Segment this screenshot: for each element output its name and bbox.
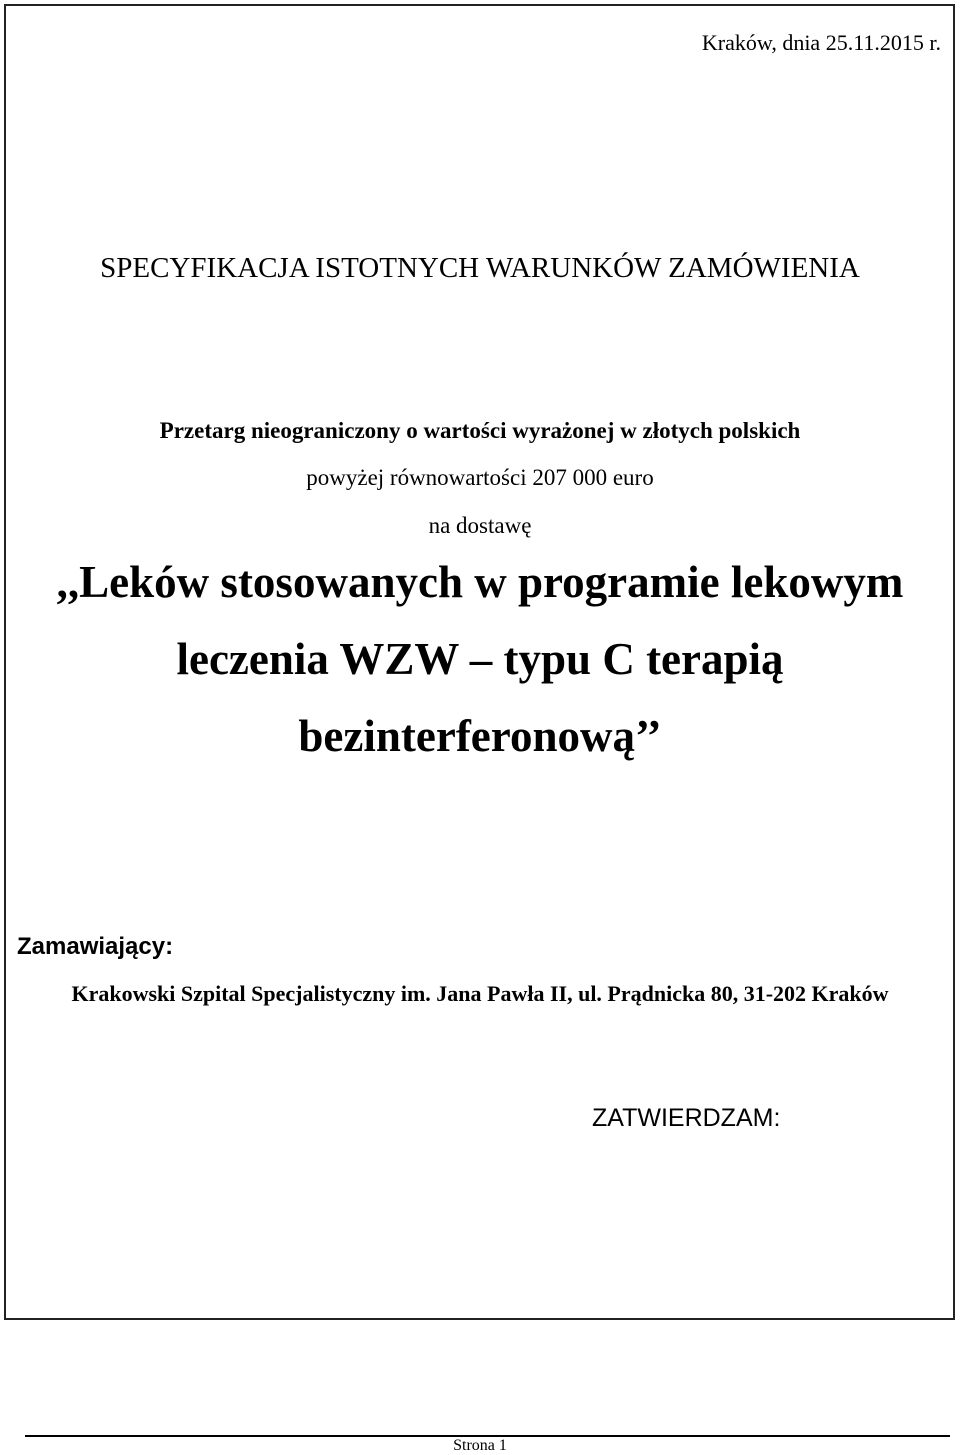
page-number: Strona 1: [453, 1437, 507, 1454]
ordering-party-label: Zamawiający:: [17, 933, 174, 960]
place-date: Kraków, dnia 25.11.2015 r.: [701, 30, 941, 55]
procedure-line-3: na dostawę: [428, 513, 532, 538]
subject-title-line-1: ,,Leków stosowanych w programie lekowym: [56, 557, 904, 607]
approval-label: ZATWIERDZAM:: [592, 1104, 781, 1132]
procedure-line-1: Przetarg nieograniczony o wartości wyrażonej w złotych polskich: [159, 418, 801, 443]
subject-title-line-2: leczenia WZW – typu C terapią: [176, 634, 784, 684]
document-heading: SPECYFIKACJA ISTOTNYCH WARUNKÓW ZAMÓWIENIA: [100, 252, 860, 284]
ordering-party-address: Krakowski Szpital Specjalistyczny im. Jana Pawła II, ul. Prądnicka 80, 31-202 Kraków: [71, 981, 889, 1006]
procedure-line-2: powyżej równowartości 207 000 euro: [306, 465, 654, 490]
subject-title-line-3: bezinterferonową’’: [298, 711, 662, 761]
